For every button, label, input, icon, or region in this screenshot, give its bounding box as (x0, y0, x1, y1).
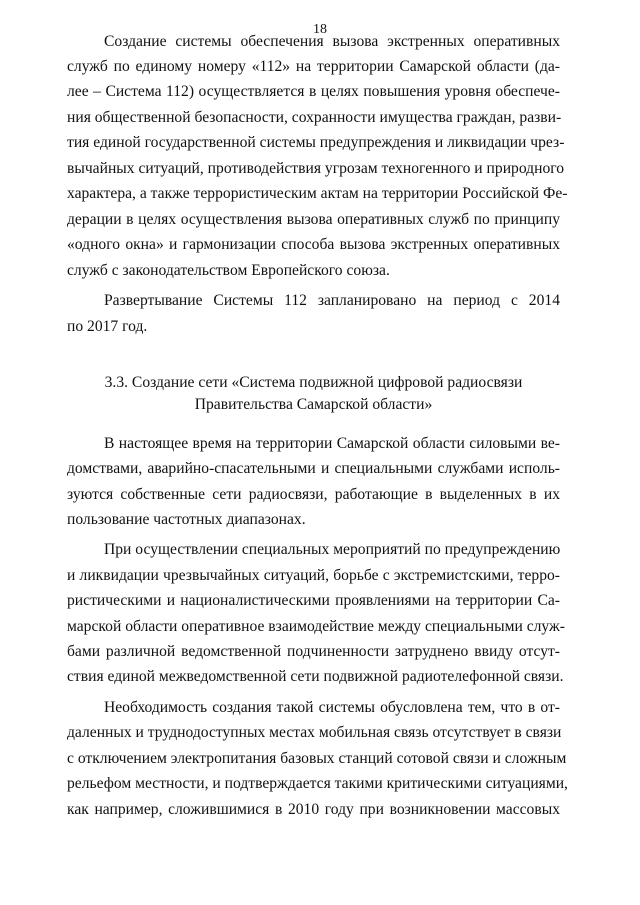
page-number: 18 (313, 22, 327, 37)
text-line: характера, а также террористическим актам на территории Российской Фе- (67, 185, 568, 202)
text-line: с отключением электропитания базовых станций сотовой связи и сложным (67, 750, 567, 767)
text-line: по 2017 год. (67, 318, 148, 335)
text-line: зуются собственные сети радиосвязи, работающие в выделенных в их (67, 486, 560, 503)
text-line: ристическими и националистическими проявлениями на территории Са- (67, 592, 560, 609)
section-heading-line: Правительства Самарской области» (194, 396, 433, 413)
text-line: Необходимость создания такой системы обусловлена тем, что в от- (104, 699, 560, 716)
text-line: ния общественной безопасности, сохранности имущества граждан, разви- (67, 109, 562, 126)
text-line: бами различной ведомственной подчиненности затруднено ввиду отсут- (67, 643, 560, 660)
text-line: При осуществлении специальных мероприятий по предупреждению (104, 541, 561, 558)
text-line: и ликвидации чрезвычайных ситуаций, борьбе с экстремистскими, терро- (67, 567, 560, 584)
text-line: даленных и труднодоступных местах мобильная связь отсутствует в связи (67, 724, 562, 741)
text-line: рельефом местности, и подтверждается такими критическими ситуациями, (67, 775, 568, 792)
text-line: домствами, аварийно-спасательными и специальными службами исполь- (67, 460, 560, 477)
text-line: В настоящее время на территории Самарской области силовыми ве- (104, 435, 560, 452)
text-line: «одного окна» и гармонизации способа вызова экстренных оперативных (67, 236, 560, 253)
text-line: служб по единому номеру «112» на территории Самарской области (да- (67, 58, 560, 75)
text-line: как например, сложившимися в 2010 году при возникновении массовых (67, 801, 560, 818)
text-line: дерации в целях осуществления вызова оперативных служб по принципу (67, 211, 560, 228)
text-line: лее – Система 112) осуществляется в целях повышения уровня обеспече- (67, 83, 560, 100)
text-line: тия единой государственной системы предупреждения и ликвидации чрез- (67, 134, 565, 151)
section-heading-line: 3.3. Создание сети «Система подвижной цифровой радиосвязи (104, 374, 523, 391)
text-line: Развертывание Системы 112 запланировано на период с 2014 (104, 292, 560, 309)
text-line: вычайных ситуаций, противодействия угрозам техногенного и природного (67, 160, 565, 177)
text-line: пользование частотных диапазонах. (67, 511, 306, 528)
text-line: Создание системы обеспечения вызова экстренных оперативных (104, 33, 560, 50)
text-line: марской области оперативное взаимодействие между специальными служ- (67, 618, 565, 635)
text-line: ствия единой межведомственной сети подвижной радиотелефонной связи. (67, 668, 564, 685)
text-line: служб с законодательством Европейского союза. (67, 262, 390, 279)
